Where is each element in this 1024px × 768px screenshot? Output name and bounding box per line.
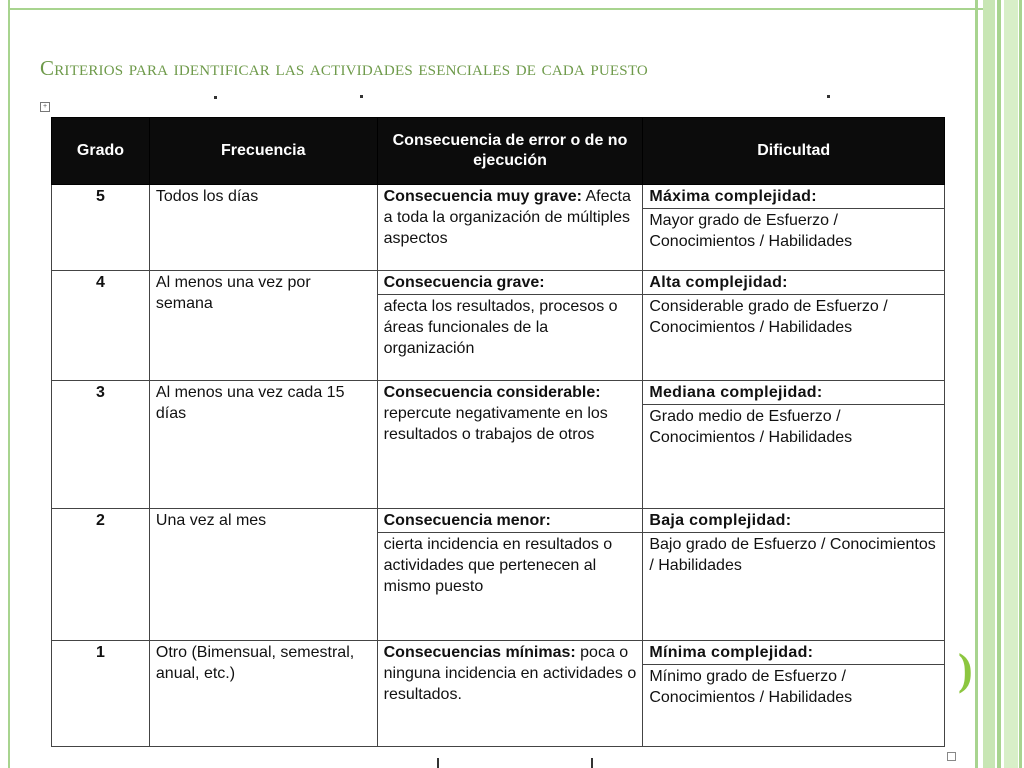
- decorative-stripe: [1004, 0, 1018, 768]
- table-header-row: [52, 118, 945, 185]
- dificultad-title: Máxima complejidad:: [643, 185, 945, 209]
- header-grado: Grado: [52, 118, 150, 185]
- consecuencia-title: Consecuencia muy grave:: [383, 188, 582, 205]
- dot-mark: [360, 95, 363, 98]
- table-row: [52, 271, 945, 295]
- consecuencia-text: Afecta a toda la organización de múltiples aspectos: [383, 188, 631, 247]
- grado-cell: 5: [52, 185, 150, 271]
- consecuencia-cell: [377, 185, 643, 271]
- frecuencia-cell: Otro (Bimensual, semestral, anual, etc.): [149, 641, 377, 747]
- grado-cell: 4: [52, 271, 150, 381]
- header-dificultad: Dificultad: [643, 118, 945, 185]
- table-row: [52, 185, 945, 209]
- consecuencia-title: Consecuencia menor:: [377, 509, 643, 533]
- frecuencia-cell: Al menos una vez cada 15 días: [149, 381, 377, 509]
- consecuencia-text: poca o ninguna incidencia en actividades o resultados.: [383, 644, 637, 703]
- consecuencia-cell: [377, 641, 643, 747]
- decorative-border-top: [8, 8, 983, 10]
- criteria-table: [51, 117, 945, 747]
- dificultad-title: Mediana complejidad:: [643, 381, 945, 405]
- decorative-stripe: [975, 0, 978, 768]
- table-row: [52, 509, 945, 533]
- table-resize-handle-icon[interactable]: [947, 752, 956, 761]
- decorative-bracket-icon: ): [958, 645, 973, 694]
- consecuencia-title: Consecuencia grave:: [377, 271, 643, 295]
- dificultad-title: Baja complejidad:: [643, 509, 945, 533]
- table-row: [52, 641, 945, 665]
- grado-cell: 1: [52, 641, 150, 747]
- decorative-stripe: [1019, 0, 1022, 768]
- consecuencia-title: Consecuencias mínimas:: [383, 644, 576, 661]
- dificultad-text: Mínimo grado de Esfuerzo / Conocimientos / Habilidades: [643, 665, 945, 747]
- consecuencia-text: afecta los resultados, procesos o áreas funcionales de la organización: [377, 295, 643, 381]
- dificultad-text: Considerable grado de Esfuerzo / Conocimientos / Habilidades: [643, 295, 945, 381]
- dificultad-text: Mayor grado de Esfuerzo / Conocimientos / Habilidades: [643, 209, 945, 271]
- table-row: [52, 381, 945, 405]
- dot-mark: [827, 95, 830, 98]
- frecuencia-cell: Todos los días: [149, 185, 377, 271]
- tick-mark: [437, 758, 439, 768]
- header-frecuencia: Frecuencia: [149, 118, 377, 185]
- consecuencia-text: cierta incidencia en resultados o actividades que pertenecen al mismo puesto: [377, 533, 643, 641]
- dificultad-title: Mínima complejidad:: [643, 641, 945, 665]
- consecuencia-title: Consecuencia considerable:: [383, 384, 601, 401]
- dificultad-text: Grado medio de Esfuerzo / Conocimientos / Habilidades: [643, 405, 945, 509]
- frecuencia-cell: Una vez al mes: [149, 509, 377, 641]
- decorative-border-left: [8, 0, 10, 768]
- grado-cell: 3: [52, 381, 150, 509]
- tick-mark: [591, 758, 593, 768]
- dificultad-title: Alta complejidad:: [643, 271, 945, 295]
- decorative-stripe: [983, 0, 995, 768]
- grado-cell: 2: [52, 509, 150, 641]
- frecuencia-cell: Al menos una vez por semana: [149, 271, 377, 381]
- decorative-stripe: [997, 0, 1001, 768]
- header-consecuencia: Consecuencia de error o de no ejecución: [377, 118, 643, 185]
- table-move-handle-icon[interactable]: +: [40, 102, 50, 112]
- consecuencia-text: repercute negativamente en los resultados o trabajos de otros: [383, 405, 608, 443]
- dot-mark: [214, 96, 217, 99]
- dificultad-text: Bajo grado de Esfuerzo / Conocimientos / Habilidades: [643, 533, 945, 641]
- consecuencia-cell: [377, 381, 643, 509]
- slide-title: Criterios para identificar las actividades esenciales de cada puesto: [40, 56, 648, 80]
